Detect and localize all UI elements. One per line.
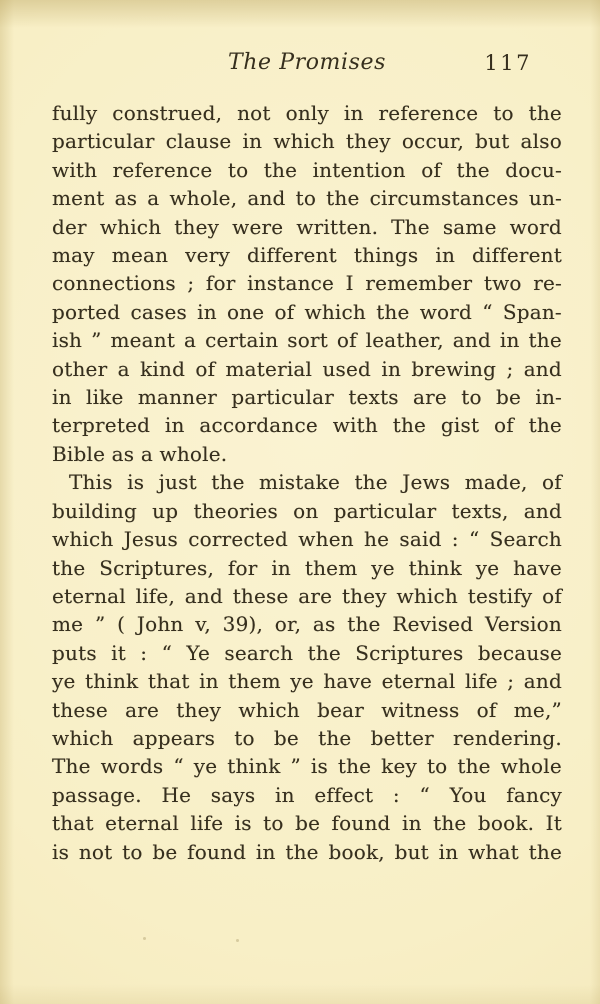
text-line: passage. He says in effect : “ You fancy [52, 782, 562, 807]
text-line: me ” ( John v, 39), or, as the Revised Version [52, 612, 562, 637]
text-line: which Jesus corrected when he said : “ Search [52, 527, 562, 552]
text-line: ment as a whole, and to the circumstances un- [52, 186, 562, 211]
text-line: is not to be found in the book, but in what the [52, 839, 562, 864]
text-line: ported cases in one of which the word “ Span- [52, 299, 562, 324]
text-line: building up theories on particular texts, and [52, 498, 562, 523]
text-block [52, 99, 562, 866]
text-line: terpreted in accordance with the gist of the [52, 413, 562, 438]
text-line: in like manner particular texts are to be in- [52, 385, 562, 410]
text-line: connections ; for instance I remember two re- [52, 271, 562, 296]
text-line: puts it : “ Ye search the Scriptures because [52, 640, 562, 665]
text-line: The words “ ye think ” is the key to the whole [52, 754, 562, 779]
text-line: This is just the mistake the Jews made, of [69, 470, 562, 495]
text-line: Bible as a whole. [52, 441, 228, 466]
running-title: The Promises [227, 50, 387, 75]
text-line: the Scriptures, for in them ye think ye have [52, 555, 562, 580]
text-line: eternal life, and these are they which testify of [52, 583, 562, 608]
text-line: ish ” meant a certain sort of leather, and in the [52, 328, 562, 353]
text-line: other a kind of material used in brewing ; and [52, 356, 562, 381]
running-head [52, 50, 562, 84]
text-line: that eternal life is to be found in the book. It [52, 811, 562, 836]
text-line: ye think that in them ye have eternal life ; and [52, 669, 562, 694]
text-line: may mean very different things in different [52, 243, 562, 268]
text-line: which appears to be the better rendering. [52, 725, 562, 750]
text-line: these are they which bear witness of me,” [52, 697, 562, 722]
page-number: 117 [484, 51, 532, 75]
text-line: der which they were written. The same word [52, 214, 562, 239]
paper-speck [236, 939, 239, 942]
text-line: particular clause in which they occur, but also [52, 129, 562, 154]
text-line: fully construed, not only in reference to the [52, 101, 562, 125]
paper-speck [143, 937, 146, 940]
text-line: with reference to the intention of the docu- [52, 157, 562, 182]
